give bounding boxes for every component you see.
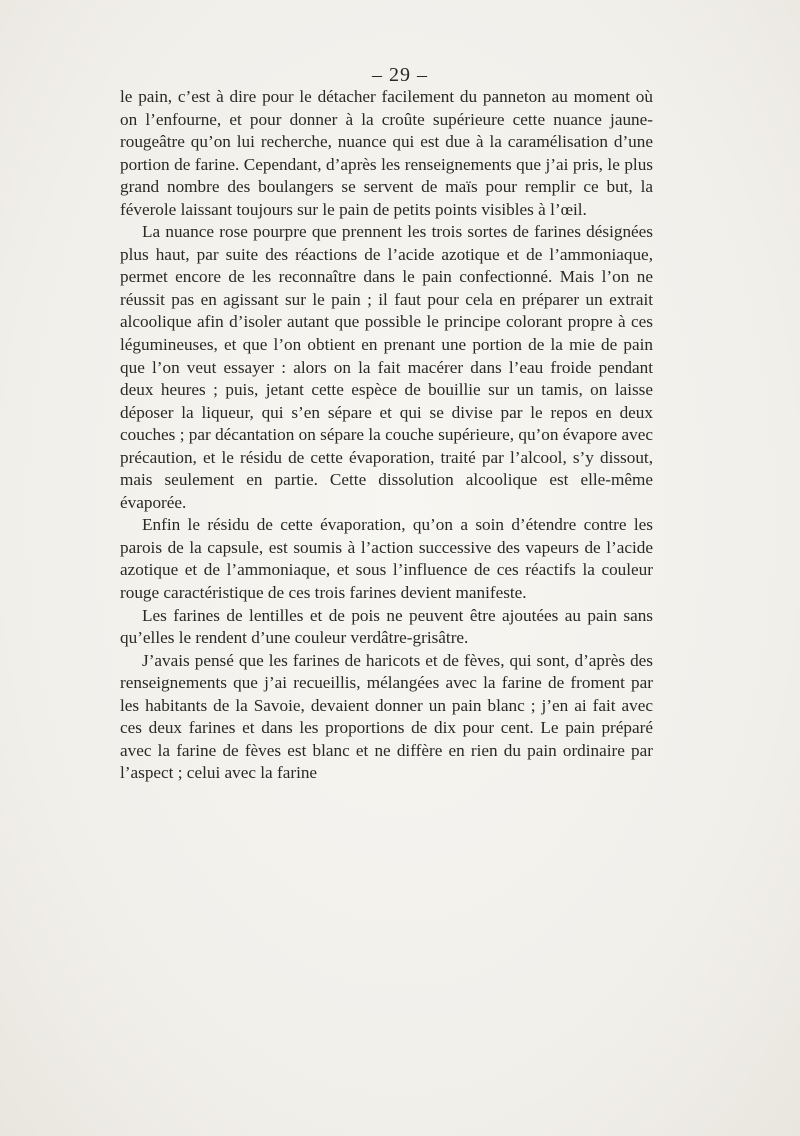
paragraph-4: Les farines de lentilles et de pois ne peuvent être ajoutées au pain sans qu’elles le rendent d’une couleur verdâtre-grisâtre. [120,605,653,648]
paragraph-1: le pain, c’est à dire pour le détacher facilement du panneton au moment où on l’enfourne, et pour donner à la croûte supérieure cette nuance jaune-rougeâtre qu’on lui recherche, nuance qui est due à la caramélisation d’une portion de farine. Cependant, d’après les renseignements que j’ai pris, le plus grand nombre des boulangers se servent de maïs pour remplir ce but, la féverole laissant toujours sur le pain de petits points visibles à l’œil. [120,87,653,219]
body-text [120,86,653,785]
paragraph-3: Enfin le résidu de cette évaporation, qu’on a soin d’étendre contre les parois de la capsule, est soumis à l’action successive des vapeurs de l’acide azotique et de l’ammoniaque, et sous l’influence de ces réactifs la couleur rouge caractéristique de ces trois farines devient manifeste. [120,515,653,603]
paragraph-2: La nuance rose pourpre que prennent les trois sortes de farines désignées plus haut, par suite des réactions de l’acide azotique et de l’ammoniaque, permet encore de les reconnaître dans le pain confectionné. Mais l’on ne réussit pas en agissant sur le pain ; il faut pour cela en préparer un extrait alcoolique afin d’isoler autant que possible le principe colorant propre à ces légumineuses, et que l’on obtient en prenant une portion de la mie de pain que l’on veut essayer : alors on la fait macérer dans l’eau froide pendant deux heures ; puis, jetant cette espèce de bouillie sur un tamis, on laisse déposer la liqueur, qui s’en sépare et qui se divise par le repos en deux couches ; par décantation on sépare la couche supérieure, qu’on évapore avec précaution, et le résidu de cette évaporation, traité par l’alcool, s’y dissout, mais seulement en partie. Cette dissolution alcoolique est elle-même évaporée. [120,222,653,512]
paragraph-5: J’avais pensé que les farines de haricots et de fèves, qui sont, d’après des renseignements que j’ai recueillis, mélangées avec la farine de froment par les habitants de la Savoie, devaient donner un pain blanc ; j’en ai fait avec ces deux farines et dans les proportions de dix pour cent. Le pain préparé avec la farine de fèves est blanc et ne diffère en rien du pain ordinaire par l’aspect ; celui avec la farine [120,650,653,783]
page-number: – 29 – [372,64,428,86]
